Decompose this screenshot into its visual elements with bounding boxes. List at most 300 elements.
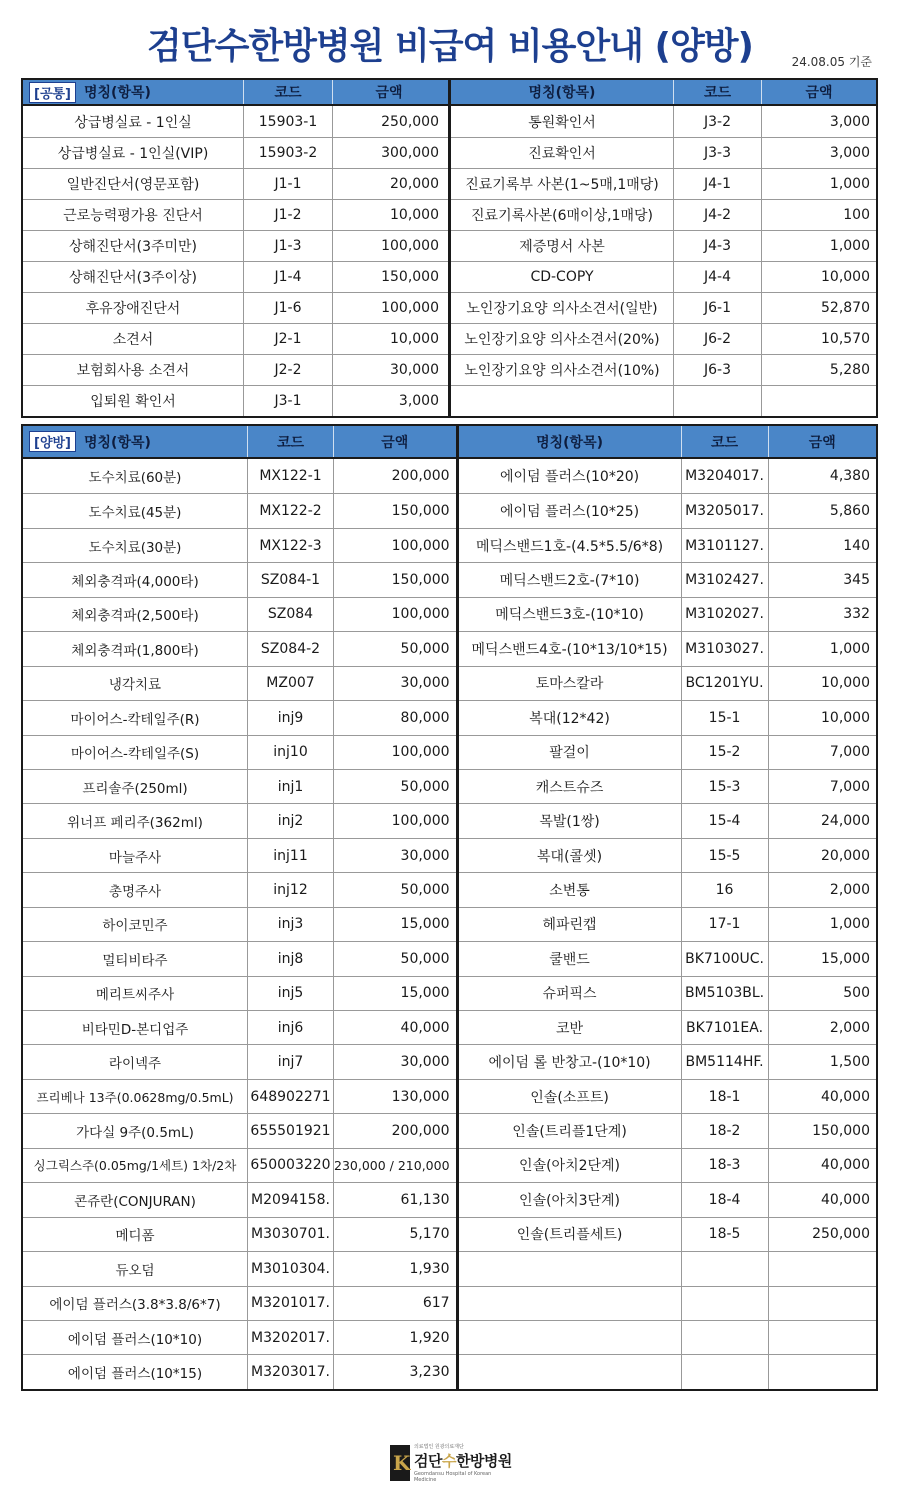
table-row — [23, 230, 448, 261]
item-code: 18-5 — [681, 1218, 768, 1251]
item-name: 에이덤 롤 반창고-(10*10) — [488, 1055, 651, 1072]
item-amount — [768, 1321, 876, 1354]
table-row — [23, 838, 456, 872]
item-code: inj5 — [247, 977, 333, 1010]
item-name: 프리솔주(250ml) — [82, 780, 188, 797]
item-code: 15903-2 — [243, 138, 332, 168]
item-name — [459, 1252, 681, 1285]
item-amount: 300,000 — [332, 138, 445, 168]
item-amount: 2,000 — [768, 873, 876, 906]
item-name — [459, 1287, 681, 1320]
item-amount: 50,000 — [333, 632, 456, 665]
table-row — [23, 261, 448, 292]
section-tag: [양방] — [29, 431, 76, 452]
item-code: 15-4 — [681, 804, 768, 837]
table-row — [23, 528, 456, 562]
item-code: M3102027. — [681, 598, 768, 631]
item-amount: 30,000 — [333, 1045, 456, 1078]
item-name: 마이어스-칵테일주(R) — [70, 711, 200, 728]
item-code: SZ084-2 — [247, 632, 333, 665]
item-amount: 10,570 — [761, 324, 876, 354]
table-row — [23, 1217, 456, 1251]
item-code: J1-2 — [243, 200, 332, 230]
item-name: 제증명서 사본 — [519, 239, 605, 255]
table-row — [23, 493, 456, 527]
item-code: BM5114HF. — [681, 1045, 768, 1078]
table-row — [459, 872, 876, 906]
item-code: 648902271 — [247, 1080, 333, 1113]
table-row — [23, 872, 456, 906]
item-amount: 2,000 — [768, 1011, 876, 1044]
item-amount: 3,000 — [761, 138, 876, 168]
item-name: 보험회사용 소견서 — [76, 363, 190, 379]
header-amount: 금액 — [761, 80, 876, 104]
item-name: 상급병실료 - 1인실(VIP) — [57, 146, 209, 162]
item-amount: 100,000 — [333, 598, 456, 631]
item-code: inj11 — [247, 839, 333, 872]
logo-english-name: Geomdansu Hospital of Korean Medicine — [413, 1471, 492, 1483]
item-amount: 1,000 — [761, 231, 876, 261]
item-amount: 50,000 — [333, 873, 456, 906]
item-name: 메리트씨주사 — [95, 987, 175, 1004]
table-row — [23, 1182, 456, 1216]
item-amount: 50,000 — [333, 942, 456, 975]
table-row — [23, 1044, 456, 1078]
table-row — [459, 1286, 876, 1320]
item-name: 캐스트슈즈 — [535, 779, 604, 796]
item-code: J1-6 — [243, 293, 332, 323]
item-code: M3101127. — [681, 529, 768, 562]
item-amount: 15,000 — [333, 977, 456, 1010]
item-amount: 140 — [768, 529, 876, 562]
item-name: 인솔(트리플1단계) — [512, 1124, 627, 1141]
table-row — [451, 168, 876, 199]
table-row — [451, 230, 876, 261]
table-row — [23, 1113, 456, 1147]
item-amount: 200,000 — [333, 459, 456, 493]
item-code: M3204017. — [681, 459, 768, 493]
item-name: 비타민D-본디업주 — [81, 1021, 189, 1038]
item-amount: 30,000 — [332, 355, 445, 385]
table-row — [459, 769, 876, 803]
table-row — [23, 292, 448, 323]
header-name: 명칭(항목) — [84, 85, 151, 101]
item-name: 에이덤 플러스(10*10) — [67, 1331, 203, 1348]
table-row — [23, 1286, 456, 1320]
item-name: 입퇴원 확인서 — [90, 394, 176, 410]
item-name: 인솔(아치2단계) — [519, 1158, 621, 1175]
logo-foundation-text: 의료법인 원광의료재단 — [413, 1444, 464, 1450]
item-code: BC1201YU. — [681, 667, 768, 700]
item-amount: 30,000 — [333, 839, 456, 872]
item-code: 18-4 — [681, 1183, 768, 1216]
item-name: 상해진단서(3주미만) — [68, 239, 198, 255]
item-name: 노인장기요양 의사소견서(10%) — [464, 363, 660, 379]
item-code: M2094158. — [247, 1183, 333, 1216]
item-amount: 10,000 — [761, 262, 876, 292]
item-code — [681, 1287, 768, 1320]
item-name: 진료확인서 — [528, 146, 596, 162]
item-name: 싱그릭스주(0.05mg/1세트) 1차/2차 — [33, 1158, 237, 1174]
item-name — [459, 1321, 681, 1354]
item-name: 인솔(소프트) — [530, 1089, 609, 1106]
item-amount: 7,000 — [768, 736, 876, 769]
item-name: 마늘주사 — [108, 849, 162, 866]
item-name: 위너프 페리주(362ml) — [67, 815, 203, 832]
common-right-rows — [451, 106, 876, 416]
item-code: BM5103BL. — [681, 977, 768, 1010]
item-amount: 7,000 — [768, 770, 876, 803]
item-name: 인솔(아치3단계) — [519, 1192, 621, 1209]
table-row — [23, 354, 448, 385]
item-code: M3203017. — [247, 1355, 333, 1388]
item-amount: 332 — [768, 598, 876, 631]
table-row — [459, 941, 876, 975]
table-row — [459, 631, 876, 665]
item-name: 라이넥주 — [108, 1056, 162, 1073]
item-name: 프리베나 13주(0.0628mg/0.5mL) — [36, 1089, 234, 1105]
table-row — [23, 459, 456, 493]
item-code: J6-2 — [673, 324, 761, 354]
item-name: 메딕스밴드2호-(7*10) — [499, 573, 640, 590]
item-code: 17-1 — [681, 908, 768, 941]
item-code: 15903-1 — [243, 106, 332, 137]
item-amount: 40,000 — [768, 1149, 876, 1182]
table-row — [23, 323, 448, 354]
western-left-rows — [23, 459, 456, 1389]
item-code: inj3 — [247, 908, 333, 941]
item-amount: 150,000 — [333, 494, 456, 527]
item-name: 진료기록부 사본(1~5매,1매당) — [465, 177, 659, 193]
table-row — [459, 528, 876, 562]
table-row — [23, 700, 456, 734]
item-name: 진료기록사본(6매이상,1매당) — [471, 208, 653, 224]
item-name: 메디폼 — [115, 1228, 155, 1245]
table-row — [459, 1217, 876, 1251]
item-name: 체외충격파(1,800타) — [71, 642, 199, 659]
item-amount: 15,000 — [333, 908, 456, 941]
item-name: 소변통 — [549, 882, 590, 899]
table-row — [459, 838, 876, 872]
item-amount: 61,130 — [333, 1183, 456, 1216]
item-amount: 20,000 — [768, 839, 876, 872]
item-name: 멀티비타주 — [102, 952, 168, 969]
item-name: 근로능력평가용 진단서 — [63, 208, 203, 224]
item-amount: 3,000 — [761, 106, 876, 137]
item-code — [673, 386, 761, 416]
item-name: 메딕스밴드3호-(10*10) — [495, 607, 644, 624]
item-name: 상해진단서(3주이상) — [68, 270, 198, 286]
item-name: 에이덤 플러스(10*20) — [499, 469, 640, 486]
table-row — [23, 1354, 456, 1388]
item-amount: 3,000 — [332, 386, 445, 416]
table-row — [451, 106, 876, 137]
item-name: 복대(12*42) — [529, 710, 610, 727]
item-code: inj12 — [247, 873, 333, 906]
table-row — [23, 1148, 456, 1182]
item-amount: 100,000 — [333, 529, 456, 562]
item-name: 헤파린캡 — [542, 917, 597, 934]
item-code: BK7100UC. — [681, 942, 768, 975]
item-name: 냉각치료 — [108, 677, 162, 694]
item-amount — [761, 386, 876, 416]
item-code: MX122-2 — [247, 494, 333, 527]
item-name — [451, 386, 673, 416]
item-code: 655501921 — [247, 1114, 333, 1147]
item-amount: 30,000 — [333, 667, 456, 700]
table-row — [459, 735, 876, 769]
item-amount: 40,000 — [768, 1080, 876, 1113]
table-row — [459, 907, 876, 941]
item-amount: 150,000 — [333, 563, 456, 596]
table-row — [23, 385, 448, 416]
table-row — [23, 631, 456, 665]
item-name: 인솔(트리플세트) — [516, 1227, 623, 1244]
header-amount: 금액 — [333, 426, 456, 457]
table-row — [23, 769, 456, 803]
item-name: 체외충격파(2,500타) — [71, 608, 199, 625]
item-name: 쿨밴드 — [549, 951, 590, 968]
table-row — [459, 1079, 876, 1113]
table-header — [23, 426, 456, 459]
item-name: 총명주사 — [108, 883, 162, 900]
item-name: 소견서 — [112, 332, 154, 348]
item-code: inj1 — [247, 770, 333, 803]
table-row — [23, 1320, 456, 1354]
item-code — [681, 1355, 768, 1388]
item-amount: 250,000 — [768, 1218, 876, 1251]
item-name: 마이어스-칵테일주(S) — [70, 746, 200, 763]
table-header — [23, 80, 448, 106]
reference-date: 24.08.05 기준 — [791, 55, 872, 69]
item-code: 18-3 — [681, 1149, 768, 1182]
table-row — [459, 459, 876, 493]
item-amount: 345 — [768, 563, 876, 596]
item-amount: 1,930 — [333, 1252, 456, 1285]
table-row — [23, 735, 456, 769]
item-code: 16 — [681, 873, 768, 906]
table-row — [23, 1010, 456, 1044]
table-row — [23, 562, 456, 596]
item-code: inj6 — [247, 1011, 333, 1044]
table-row — [459, 493, 876, 527]
item-amount: 52,870 — [761, 293, 876, 323]
item-code: J2-1 — [243, 324, 332, 354]
item-amount: 100 — [761, 200, 876, 230]
table-row — [459, 1148, 876, 1182]
item-amount: 10,000 — [768, 701, 876, 734]
item-code: J6-1 — [673, 293, 761, 323]
table-row — [451, 137, 876, 168]
hospital-logo — [390, 1441, 515, 1485]
item-amount: 5,280 — [761, 355, 876, 385]
item-amount: 130,000 — [333, 1080, 456, 1113]
common-left-panel — [23, 80, 448, 416]
item-code — [681, 1252, 768, 1285]
item-code: 18-2 — [681, 1114, 768, 1147]
item-code: 15-2 — [681, 736, 768, 769]
item-code: M3201017. — [247, 1287, 333, 1320]
item-amount: 5,860 — [768, 494, 876, 527]
header-code: 코드 — [243, 80, 332, 104]
item-amount: 20,000 — [332, 169, 445, 199]
item-code: J1-4 — [243, 262, 332, 292]
item-code: 15-5 — [681, 839, 768, 872]
table-row — [459, 1044, 876, 1078]
table-row — [459, 1010, 876, 1044]
item-code: MZ007 — [247, 667, 333, 700]
item-code: J2-2 — [243, 355, 332, 385]
item-amount — [768, 1355, 876, 1388]
header-amount: 금액 — [768, 426, 876, 457]
item-amount: 100,000 — [333, 804, 456, 837]
header-code: 코드 — [673, 80, 761, 104]
item-name: 토마스칼라 — [535, 676, 604, 693]
item-name: 통원확인서 — [528, 114, 596, 131]
item-amount: 40,000 — [768, 1183, 876, 1216]
item-amount: 1,000 — [768, 632, 876, 665]
item-code: J3-1 — [243, 386, 332, 416]
table-row — [459, 1251, 876, 1285]
item-code: inj8 — [247, 942, 333, 975]
table-row — [459, 597, 876, 631]
table-row — [451, 354, 876, 385]
item-name: 도수치료(45분) — [88, 505, 182, 522]
item-amount: 250,000 — [332, 106, 445, 137]
header-name: 명칭(항목) — [536, 434, 603, 451]
table-header — [459, 426, 876, 459]
item-code: J3-2 — [673, 106, 761, 137]
item-amount: 3,230 — [333, 1355, 456, 1388]
logo-mark-icon — [390, 1445, 410, 1481]
table-row — [23, 941, 456, 975]
western-left-panel — [23, 426, 456, 1389]
table-row — [459, 1182, 876, 1216]
item-name: 후유장애진단서 — [85, 301, 181, 317]
item-code: J3-3 — [673, 138, 761, 168]
table-row — [459, 1354, 876, 1388]
header-code: 코드 — [681, 426, 768, 457]
table-row — [23, 137, 448, 168]
table-header — [451, 80, 876, 106]
table-row — [23, 597, 456, 631]
item-code: M3030701. — [247, 1218, 333, 1251]
item-amount: 617 — [333, 1287, 456, 1320]
item-name: 슈퍼픽스 — [542, 986, 597, 1003]
item-amount: 500 — [768, 977, 876, 1010]
item-name: 듀오덤 — [115, 1262, 155, 1279]
item-code: MX122-3 — [247, 529, 333, 562]
item-code: SZ084 — [247, 598, 333, 631]
item-amount: 50,000 — [333, 770, 456, 803]
table-row — [451, 261, 876, 292]
item-amount: 10,000 — [768, 667, 876, 700]
item-amount: 1,500 — [768, 1045, 876, 1078]
table-row — [23, 803, 456, 837]
item-amount: 1,920 — [333, 1321, 456, 1354]
item-amount: 100,000 — [333, 736, 456, 769]
item-amount — [768, 1252, 876, 1285]
item-name: 체외충격파(4,000타) — [71, 574, 199, 591]
item-name: CD-COPY — [530, 269, 594, 285]
item-code: M3205017. — [681, 494, 768, 527]
header-code: 코드 — [247, 426, 333, 457]
item-name: 에이덤 플러스(3.8*3.8/6*7) — [49, 1297, 221, 1314]
logo-name: 검단수한방병원 — [413, 1452, 512, 1470]
header-name: 명칭(항목) — [84, 434, 151, 451]
item-amount: 24,000 — [768, 804, 876, 837]
item-amount: 200,000 — [333, 1114, 456, 1147]
item-code: BK7101EA. — [681, 1011, 768, 1044]
common-right-panel — [448, 80, 876, 416]
item-amount: 4,380 — [768, 459, 876, 493]
table-row — [459, 976, 876, 1010]
item-name: 가다실 9주(0.5mL) — [76, 1125, 194, 1142]
item-name: 노인장기요양 의사소견서(20%) — [464, 332, 660, 348]
item-code: J1-1 — [243, 169, 332, 199]
item-code: inj7 — [247, 1045, 333, 1078]
table-row — [459, 666, 876, 700]
item-name: 에이덤 플러스(10*15) — [67, 1366, 203, 1383]
item-code: J4-2 — [673, 200, 761, 230]
item-amount: 80,000 — [333, 701, 456, 734]
item-amount: 15,000 — [768, 942, 876, 975]
table-row — [23, 1079, 456, 1113]
item-name: 일반진단서(영문포함) — [66, 177, 200, 193]
item-amount: 1,000 — [761, 169, 876, 199]
item-code: 15-1 — [681, 701, 768, 734]
table-row — [23, 907, 456, 941]
item-amount: 40,000 — [333, 1011, 456, 1044]
page-title: 검단수한방병원 비급여 비용안내 (양방) — [147, 26, 753, 67]
item-amount: 10,000 — [332, 324, 445, 354]
table-row — [23, 976, 456, 1010]
header-name: 명칭(항목) — [528, 85, 596, 101]
item-code: M3010304. — [247, 1252, 333, 1285]
item-name: 복대(콜셋) — [537, 848, 603, 865]
item-name: 콘쥬란(CONJURAN) — [74, 1193, 196, 1210]
item-amount: 100,000 — [332, 231, 445, 261]
table-row — [451, 385, 876, 416]
item-amount: 10,000 — [332, 200, 445, 230]
western-right-rows — [459, 459, 876, 1389]
item-code: inj9 — [247, 701, 333, 734]
item-amount: 100,000 — [332, 293, 445, 323]
item-name: 메딕스밴드1호-(4.5*5.5/6*8) — [476, 538, 664, 555]
table-row — [23, 106, 448, 137]
item-name — [459, 1355, 681, 1388]
table-row — [451, 292, 876, 323]
item-name: 목발(1쌍) — [539, 814, 600, 831]
common-fee-table — [21, 78, 878, 418]
western-fee-table — [21, 424, 878, 1391]
item-amount: 1,000 — [768, 908, 876, 941]
item-code: inj10 — [247, 736, 333, 769]
item-code: M3103027. — [681, 632, 768, 665]
item-code: inj2 — [247, 804, 333, 837]
item-code: J4-4 — [673, 262, 761, 292]
item-amount: 230,000 / 210,000 — [333, 1149, 456, 1182]
table-row — [23, 199, 448, 230]
item-code: MX122-1 — [247, 459, 333, 493]
item-code: M3102427. — [681, 563, 768, 596]
table-row — [459, 1320, 876, 1354]
item-name: 상급병실료 - 1인실 — [74, 114, 192, 131]
item-amount: 150,000 — [768, 1114, 876, 1147]
item-name: 메딕스밴드4호-(10*13/10*15) — [471, 641, 668, 658]
item-amount: 150,000 — [332, 262, 445, 292]
item-code: M3202017. — [247, 1321, 333, 1354]
